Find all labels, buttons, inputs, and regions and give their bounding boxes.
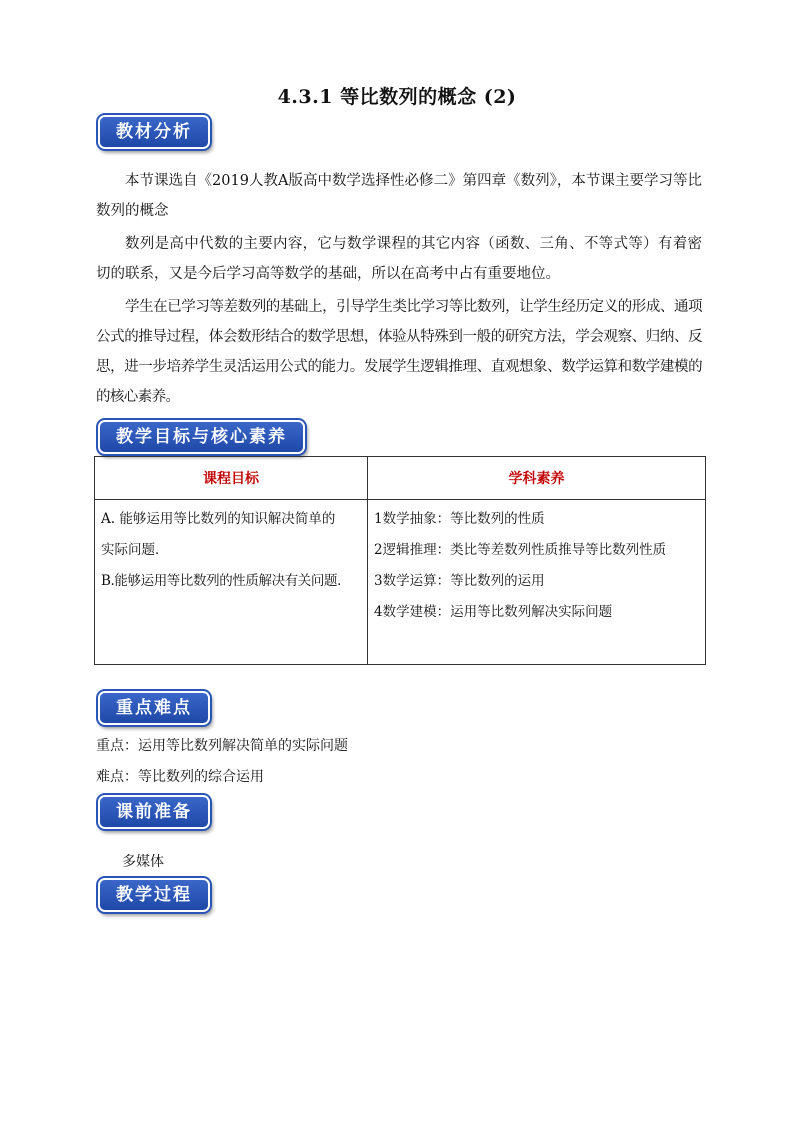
goals-table-header-row xyxy=(95,457,706,500)
literacy-line: 1数学抽象：等比数列的性质 xyxy=(374,511,545,527)
section-badge-process: 教学过程 xyxy=(100,880,208,910)
course-goals-cell xyxy=(95,500,368,665)
header-subject-literacy: 学科素养 xyxy=(368,457,706,500)
section-badge-key-points: 重点难点 xyxy=(100,693,208,723)
goals-table xyxy=(94,456,706,665)
header-course-goals: 课程目标 xyxy=(95,457,368,500)
analysis-paragraph-1: 本节课选自《2019人教A版高中数学选择性必修二》第四章《数列》，本节课主要学习等比数列的概念 xyxy=(96,173,702,219)
section-badge-analysis: 教材分析 xyxy=(100,117,208,147)
key-point-focus: 重点：运用等比数列解决简单的实际问题 xyxy=(96,738,348,754)
literacy-cell xyxy=(368,500,706,665)
literacy-line: 4数学建模：运用等比数列解决实际问题 xyxy=(374,604,613,620)
key-point-difficulty: 难点：等比数列的综合运用 xyxy=(96,769,264,785)
course-goal-line: 实际问题． xyxy=(101,542,169,558)
section-badge-goals: 教学目标与核心素养 xyxy=(100,422,303,452)
literacy-line: 2逻辑推理：类比等差数列性质推导等比数列性质 xyxy=(374,542,667,558)
section-badge-preparation: 课前准备 xyxy=(100,797,208,827)
preparation-text: 多媒体 xyxy=(122,854,164,870)
goals-table-row xyxy=(95,500,706,665)
analysis-paragraph-2: 数列是高中代数的主要内容，它与数学课程的其它内容（函数、三角、不等式等）有着密切的联系，又是今后学习高等数学的基础，所以在高考中占有重要地位。 xyxy=(96,236,702,282)
course-goal-line: B.能够运用等比数列的性质解决有关问题． xyxy=(101,573,351,589)
analysis-paragraph-3: 学生在已学习等差数列的基础上，引导学生类比学习等比数列，让学生经历定义的形成、通项公式的推导过程，体会数形结合的数学思想，体验从特殊到一般的研究方法，学会观察、归纳、反思，进一步培养学生灵活运用公式的能力。发展学生逻辑推理、直观想象、数学运算和数学建模的的核心素养。 xyxy=(96,299,702,405)
course-goal-line: A. 能够运用等比数列的知识解决简单的 xyxy=(101,511,336,527)
document-title: 4.3.1 等比数列的概念 (2) xyxy=(277,86,517,108)
literacy-line: 3数学运算：等比数列的运用 xyxy=(374,573,545,589)
